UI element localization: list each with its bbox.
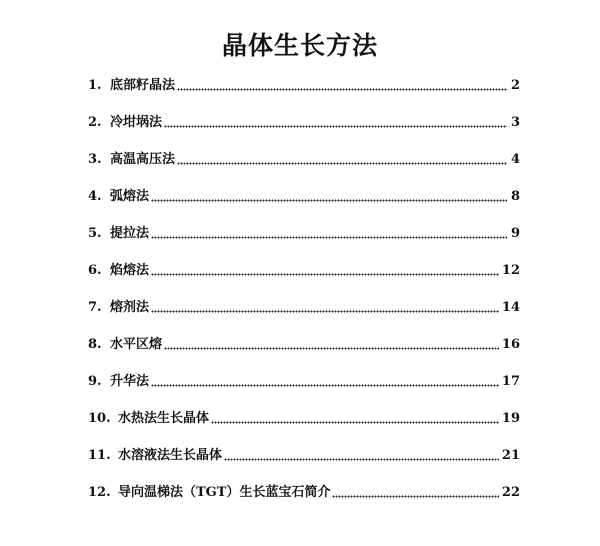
toc-entry <box>88 144 520 168</box>
toc-entry-title: 水热法生长晶体 <box>118 411 210 426</box>
toc-leader-dots <box>224 458 499 461</box>
toc-entry-number: 4. <box>88 189 102 204</box>
toc-entry <box>88 403 520 427</box>
toc-entry-title: 弧熔法 <box>110 189 150 204</box>
toc-entry-title: 水平区熔 <box>110 337 163 352</box>
toc-entry <box>88 292 520 316</box>
toc-leader-dots <box>164 347 499 350</box>
toc-leader-dots <box>177 162 507 165</box>
toc-entry-title: 冷坩埚法 <box>110 115 163 130</box>
toc-entry-title: 升华法 <box>110 374 150 389</box>
toc-entry-page: 8 <box>510 189 520 204</box>
toc-entry <box>88 440 520 464</box>
toc-entry-number: 8. <box>88 337 102 352</box>
toc-entry-title: 底部籽晶法 <box>110 78 176 93</box>
toc-entry-page: 22 <box>501 485 520 500</box>
toc-entry-page: 21 <box>501 448 520 463</box>
toc-entry <box>88 329 520 353</box>
toc-entry-title: 高温高压法 <box>110 152 176 167</box>
toc-entry-page: 14 <box>501 300 520 315</box>
toc-entry-number: 2. <box>88 115 102 130</box>
toc-entry <box>88 181 520 205</box>
toc-entry-number: 6. <box>88 263 102 278</box>
toc-entry-title: 焰熔法 <box>110 263 150 278</box>
toc-entry <box>88 255 520 279</box>
toc-entry-number: 12. <box>88 485 111 500</box>
toc-leader-dots <box>177 88 507 91</box>
toc-entry <box>88 107 520 131</box>
toc-entry <box>88 366 520 390</box>
toc-entry-number: 10. <box>88 411 111 426</box>
toc-entry <box>88 477 520 501</box>
toc-entry-number: 11. <box>88 448 111 463</box>
toc-leader-dots <box>151 199 507 202</box>
toc-entry-page: 19 <box>501 411 520 426</box>
toc-entry-page: 16 <box>501 337 520 352</box>
toc-entry-title: 提拉法 <box>110 226 150 241</box>
toc-entry-number: 1. <box>88 78 102 93</box>
toc-leader-dots <box>332 495 498 498</box>
toc-entry-page: 12 <box>501 263 520 278</box>
toc-entry-number: 5. <box>88 226 102 241</box>
page-title: 晶体生长方法 <box>221 31 378 60</box>
toc-leader-dots <box>164 125 507 128</box>
toc-entry-page: 4 <box>510 152 520 167</box>
toc-entry-page: 2 <box>510 78 520 93</box>
toc-entry <box>88 70 520 94</box>
toc-entry <box>88 218 520 242</box>
toc-entry-title: 导向温梯法（TGT）生长蓝宝石简介 <box>118 485 331 500</box>
toc-leader-dots <box>151 273 499 276</box>
toc-entry-page: 3 <box>510 115 520 130</box>
toc-leader-dots <box>211 421 499 424</box>
toc-entry-page: 9 <box>510 226 520 241</box>
toc-entry-number: 3. <box>88 152 102 167</box>
toc-entry-number: 9. <box>88 374 102 389</box>
toc-entry-title: 熔剂法 <box>110 300 150 315</box>
toc-entry-number: 7. <box>88 300 102 315</box>
toc-entry-page: 17 <box>501 374 520 389</box>
toc-leader-dots <box>151 236 507 239</box>
toc-entry-title: 水溶液法生长晶体 <box>118 448 223 463</box>
toc-leader-dots <box>151 384 499 387</box>
toc-leader-dots <box>151 310 499 313</box>
